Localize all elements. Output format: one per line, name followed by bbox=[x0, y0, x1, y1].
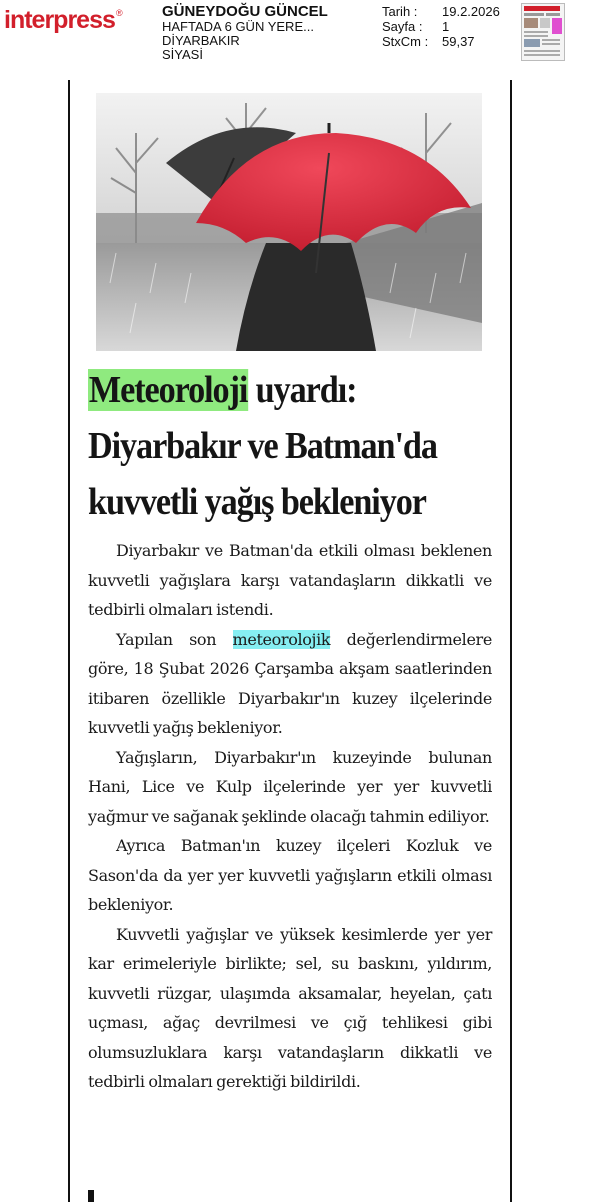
meta-label: Sayfa : bbox=[382, 19, 423, 34]
meta-label: Tarih : bbox=[382, 4, 418, 19]
meta-row-stxcm bbox=[382, 34, 500, 49]
umbrella-rain-image bbox=[96, 93, 482, 351]
clipping-meta bbox=[382, 4, 500, 49]
publication-info bbox=[162, 4, 328, 62]
paragraph-2-highlight: meteorolojik bbox=[232, 629, 331, 649]
meta-row-page bbox=[382, 19, 500, 34]
page-thumbnail[interactable] bbox=[521, 3, 565, 61]
column-rule-right bbox=[510, 80, 512, 1202]
paragraph-2 bbox=[88, 625, 492, 743]
column-rule-left bbox=[68, 80, 70, 1202]
article-body bbox=[88, 536, 492, 1097]
headline-line3: kuvvetli yağış bekleniyor bbox=[88, 481, 426, 523]
headline-line2: Diyarbakır ve Batman'da bbox=[88, 425, 437, 467]
next-paragraph-fragment bbox=[88, 1190, 94, 1202]
headline-line1-rest: uyardı: bbox=[248, 369, 357, 411]
interpress-logo: interpress bbox=[4, 6, 115, 34]
meta-value: 1 bbox=[442, 19, 450, 34]
article-headline bbox=[88, 362, 457, 530]
paragraph-1: Diyarbakır ve Batman'da etkili olması beklenen kuvvetli yağışlara karşı vatandaşların dikkatli ve tedbirli olmaları istendi. bbox=[88, 541, 492, 619]
paragraph-2-before: Yapılan son bbox=[116, 629, 233, 649]
meta-row-date bbox=[382, 4, 500, 19]
publication-name: GÜNEYDOĞU GÜNCEL bbox=[162, 3, 328, 20]
paragraph-2-after: değerlendirmelere göre, 18 Şubat 2026 Çarşamba akşam saatlerinden itibaren özellikle Diyarbakır'ın kuzey ilçelerinde kuvvetli yağış bekleniyor. bbox=[88, 629, 492, 737]
meta-value: 59,37 bbox=[442, 34, 475, 49]
paragraph-5: Kuvvetli yağışlar ve yüksek kesimlerde yer yer kar erimeleriyle birlikte; sel, su baskını, yıldırım, kuvvetli rüzgar, ulaşımda aksamalar, heyelan, çatı uçması, ağaç devrilmesi ve çığ tehlikesi gibi olumsuzluklara karşı vatandaşların dikkatli ve tedbirli olmaları gerektiği bildirildi. bbox=[88, 924, 492, 1091]
publication-city: DİYARBAKIR bbox=[162, 33, 240, 48]
publication-frequency: HAFTADA 6 GÜN YERE... bbox=[162, 19, 314, 34]
publication-category: SİYASİ bbox=[162, 47, 203, 62]
paragraph-3: Yağışların, Diyarbakır'ın kuzeyinde bulunan Hani, Lice ve Kulp ilçelerinde yer yer kuvvetli yağmur ve sağanak şeklinde olacağı tahmin ediliyor. bbox=[88, 747, 492, 826]
registered-mark: ® bbox=[116, 8, 123, 18]
paragraph-4: Ayrıca Batman'ın kuzey ilçeleri Kozluk ve Sason'da da yer yer kuvvetli yağışların etkili olması bekleniyor. bbox=[88, 836, 492, 914]
article-photo bbox=[96, 93, 482, 351]
meta-label: StxCm : bbox=[382, 34, 429, 49]
meta-value: 19.2.2026 bbox=[442, 4, 500, 19]
headline-highlight: Meteoroloji bbox=[88, 369, 248, 411]
